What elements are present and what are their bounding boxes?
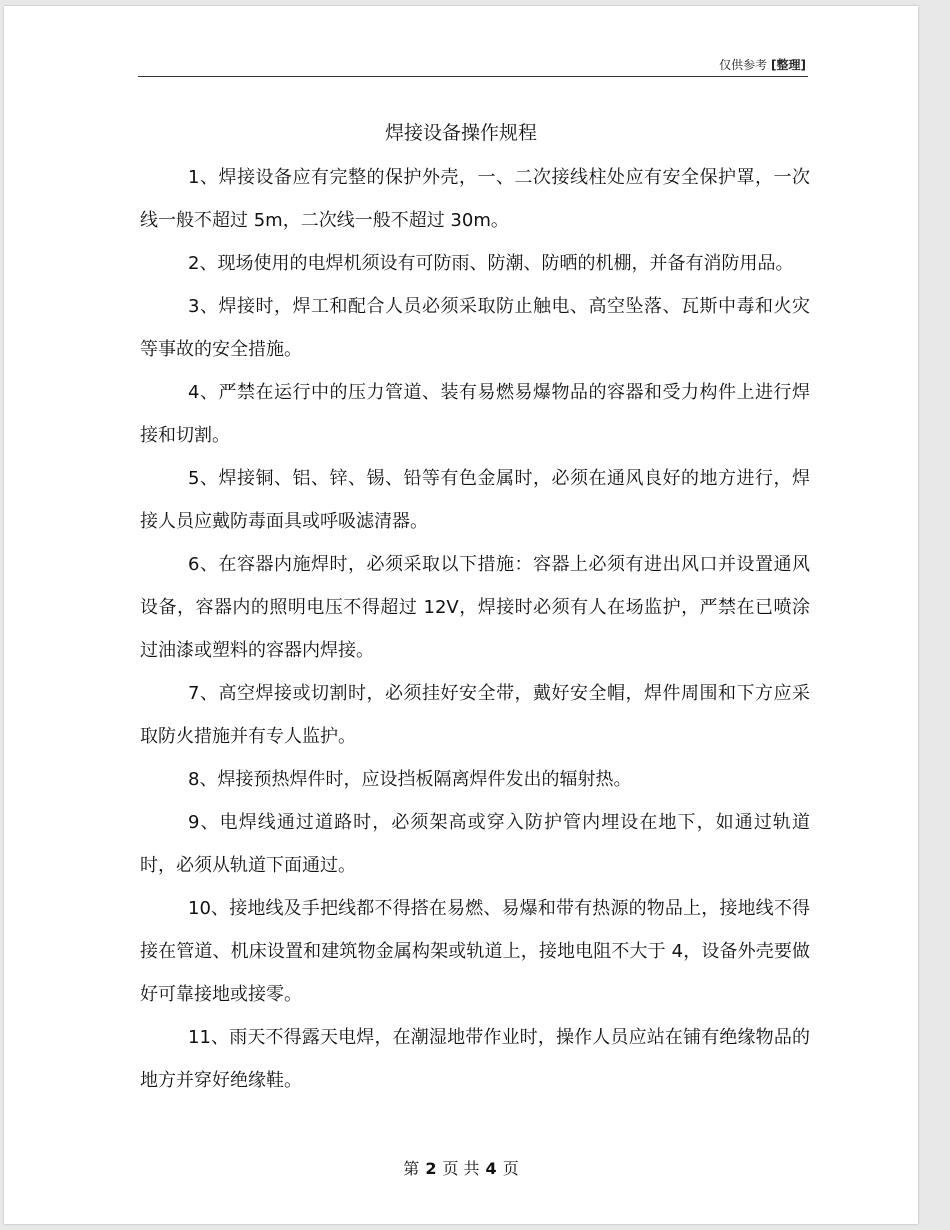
paragraph-9: 9、电焊线通过道路时，必须架高或穿入防护管内埋设在地下，如通过轨道时，必须从轨道下面通过。 [140, 812, 810, 876]
footer-mid: 页 共 [442, 1159, 480, 1178]
document-page [4, 6, 918, 1224]
footer-page-number: 2 [425, 1159, 437, 1178]
paragraph-6: 6、在容器内施焊时，必须采取以下措施：容器上必须有进出风口并设置通风设备，容器内的照明电压不得超过 12V，焊接时必须有人在场监护，严禁在已喷涂过油漆或塑料的容器内焊接。 [140, 554, 810, 661]
header-tag: [整理] [771, 58, 806, 72]
paragraph-4: 4、严禁在运行中的压力管道、装有易燃易爆物品的容器和受力构件上进行焊接和切割。 [140, 382, 810, 446]
paragraph-10: 10、接地线及手把线都不得搭在易燃、易爆和带有热源的物品上，接地线不得接在管道、机床设置和建筑物金属构架或轨道上，接地电阻不大于 4，设备外壳要做好可靠接地或接零。 [140, 898, 810, 1005]
footer-suffix: 页 [502, 1159, 519, 1178]
page-footer [4, 1156, 918, 1179]
footer-prefix: 第 [403, 1159, 420, 1178]
paragraph-8: 8、焊接预热焊件时，应设挡板隔离焊件发出的辐射热。 [188, 769, 632, 790]
header-note-text: 仅供参考 [719, 58, 768, 72]
paragraph-11: 11、雨天不得露天电焊，在潮湿地带作业时，操作人员应站在铺有绝缘物品的地方并穿好绝缘鞋。 [140, 1027, 810, 1091]
document-title: 焊接设备操作规程 [384, 122, 537, 144]
header-note [719, 56, 806, 73]
paragraph-3: 3、焊接时，焊工和配合人员必须采取防止触电、高空坠落、瓦斯中毒和火灾等事故的安全措施。 [140, 296, 810, 360]
header-divider [138, 76, 808, 77]
document-body [140, 156, 810, 1102]
paragraph-1: 1、焊接设备应有完整的保护外壳，一、二次接线柱处应有安全保护罩，一次线一般不超过 5m，二次线一般不超过 30m。 [140, 167, 810, 231]
paragraph-2: 2、现场使用的电焊机须设有可防雨、防潮、防晒的机棚，并备有消防用品。 [188, 253, 794, 274]
paragraph-5: 5、焊接铜、铝、锌、锡、铅等有色金属时，必须在通风良好的地方进行，焊接人员应戴防毒面具或呼吸滤清器。 [140, 468, 810, 532]
paragraph-7: 7、高空焊接或切割时，必须挂好安全带，戴好安全帽，焊件周围和下方应采取防火措施并有专人监护。 [140, 683, 810, 747]
footer-total-pages: 4 [485, 1159, 497, 1178]
